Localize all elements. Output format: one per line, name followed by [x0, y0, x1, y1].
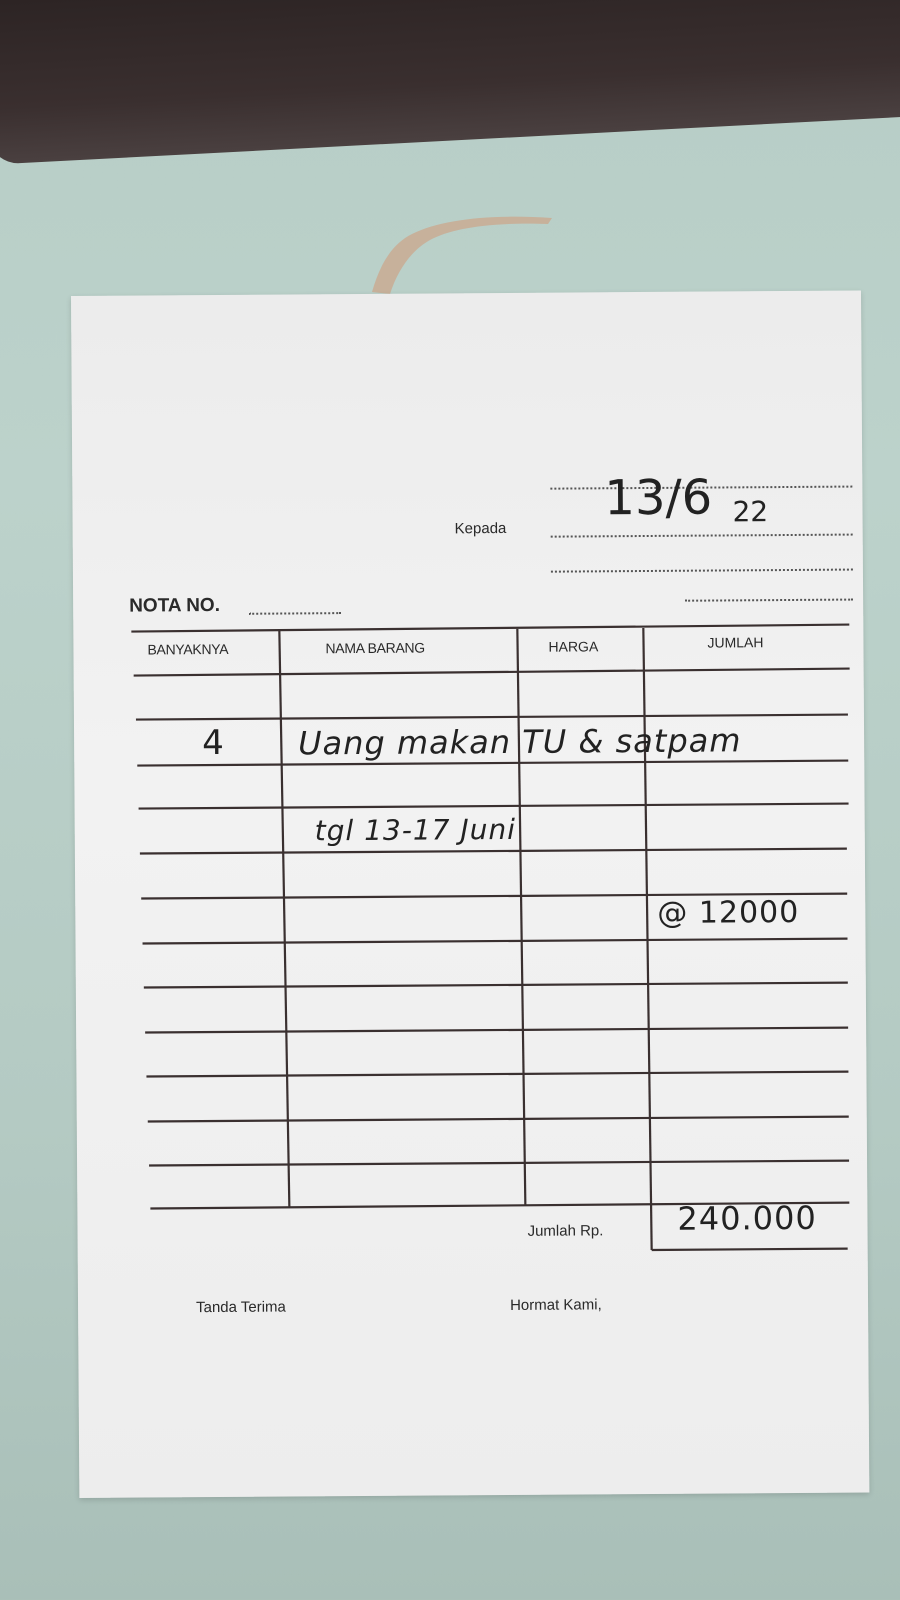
- tape-strip: [372, 214, 552, 294]
- kepada-label: Kepada: [454, 519, 507, 538]
- tanda-terima-label: Tanda Terima: [196, 1298, 286, 1317]
- entry-item-line-1: Uang makan TU & satpam: [297, 721, 742, 763]
- receipt-table-grid: [71, 290, 869, 1497]
- total-value: 240.000: [677, 1198, 817, 1238]
- date-handwritten: 13/6: [604, 469, 713, 527]
- date-year-handwritten: 22: [732, 495, 769, 529]
- col-header-jumlah: JUMLAH: [707, 634, 764, 651]
- receipt-paper: [71, 290, 869, 1497]
- hormat-kami-label: Hormat Kami,: [509, 1296, 602, 1314]
- background-dark-object: [0, 0, 900, 165]
- entry-unit-price: @ 12000: [657, 894, 800, 931]
- entry-item-line-2: tgl 13-17 Juni: [314, 812, 517, 848]
- col-header-harga: HARGA: [548, 638, 599, 655]
- total-label: Jumlah Rp.: [527, 1222, 604, 1240]
- col-header-nama-barang: NAMA BARANG: [325, 639, 425, 657]
- nota-no-label: NOTA NO.: [129, 594, 221, 617]
- entry-quantity: 4: [201, 722, 224, 764]
- col-header-banyaknya: BANYAKNYA: [147, 640, 229, 658]
